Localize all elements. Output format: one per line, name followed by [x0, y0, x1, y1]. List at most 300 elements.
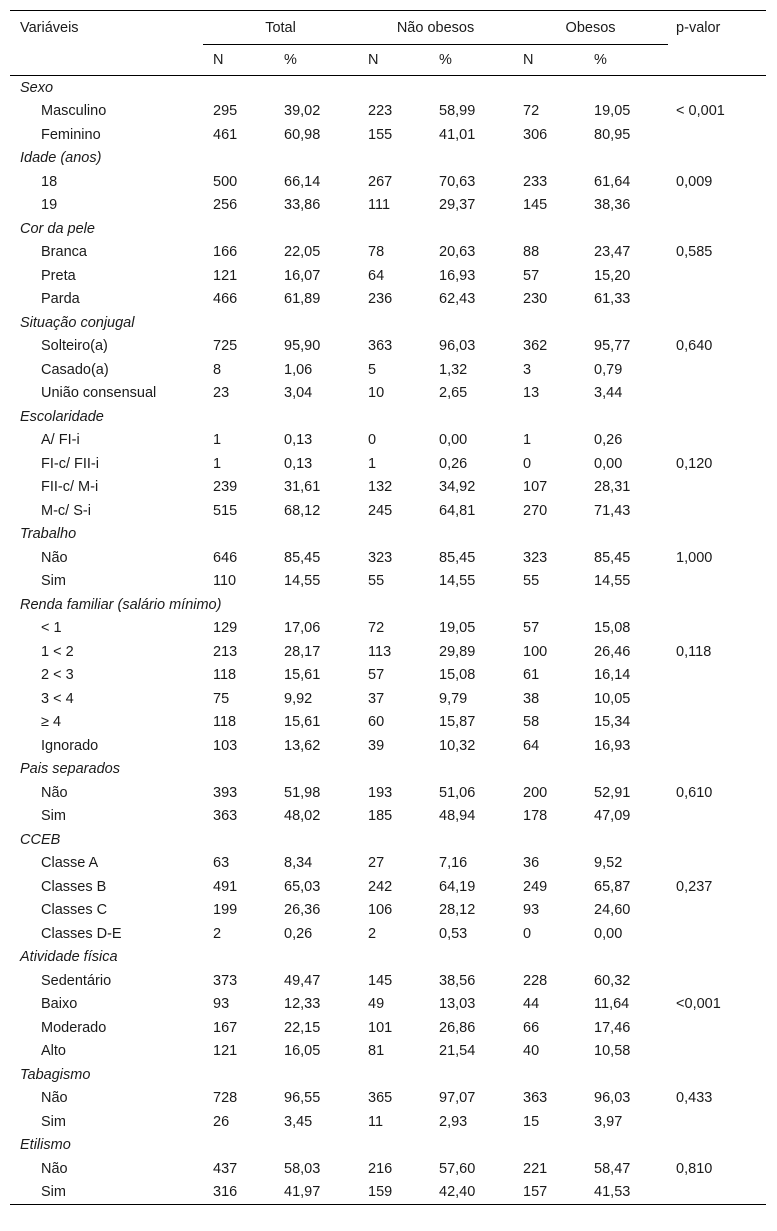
cell-percent: 10,05	[594, 690, 631, 707]
cell-pvalue: 0,810	[676, 1160, 713, 1177]
header-sub-n: N	[368, 52, 379, 68]
cell-n: 185	[368, 808, 393, 825]
cell-n: 37	[368, 690, 385, 707]
table-row	[10, 993, 766, 1017]
table-row	[10, 664, 766, 688]
table-row	[10, 687, 766, 711]
cell-n: 270	[523, 502, 548, 519]
cell-percent: 13,62	[284, 737, 321, 754]
cell-pvalue	[668, 358, 766, 382]
cell-percent: 3,44	[594, 385, 623, 402]
table-container	[10, 10, 766, 1205]
section-header-row	[10, 1134, 766, 1158]
cell-percent: 34,92	[439, 479, 476, 496]
cell-percent: 97,07	[439, 1090, 476, 1107]
cell-pvalue	[668, 1040, 766, 1064]
cell-n: 57	[368, 667, 385, 684]
cell-percent: 62,43	[439, 291, 476, 308]
cell-n: 132	[368, 479, 393, 496]
cell-percent: 41,53	[594, 1184, 631, 1201]
cell-percent: 68,12	[284, 502, 321, 519]
cell-percent: 0,79	[594, 361, 623, 378]
header-sub-n: N	[213, 52, 224, 68]
cell-n: 2	[213, 925, 222, 942]
cell-percent: 16,07	[284, 267, 321, 284]
cell-percent: 17,06	[284, 620, 321, 637]
cell-percent: 64,81	[439, 502, 476, 519]
cell-n: 216	[368, 1160, 393, 1177]
cell-n: 11	[368, 1113, 384, 1130]
cell-percent: 0,26	[439, 455, 468, 472]
cell-n: 373	[213, 972, 238, 989]
row-label: ≥ 4	[41, 714, 62, 731]
cell-n: 8	[213, 361, 222, 378]
row-label: Sim	[41, 573, 66, 590]
section-header-row	[10, 828, 766, 852]
cell-n: 81	[368, 1043, 385, 1060]
cell-n: 461	[213, 126, 238, 143]
cell-n: 118	[213, 714, 237, 731]
cell-percent: 65,03	[284, 878, 321, 895]
table-row	[10, 805, 766, 829]
cell-percent: 42,40	[439, 1184, 476, 1201]
row-label: M-c/ S-i	[41, 502, 91, 519]
table-row	[10, 546, 766, 570]
cell-n: 103	[213, 737, 238, 754]
table-row	[10, 499, 766, 523]
cell-n: 256	[213, 197, 238, 214]
cell-percent: 22,15	[284, 1019, 321, 1036]
table-row	[10, 1040, 766, 1064]
cell-percent: 2,93	[439, 1113, 468, 1130]
cell-percent: 28,31	[594, 479, 631, 496]
header-row-groups	[10, 11, 766, 46]
cell-n: 72	[368, 620, 385, 637]
cell-n: 363	[368, 338, 393, 355]
section-header-row	[10, 946, 766, 970]
row-label: Não	[41, 1160, 68, 1177]
cell-n: 491	[213, 878, 238, 895]
table-row	[10, 922, 766, 946]
table-row	[10, 1087, 766, 1111]
cell-pvalue	[668, 805, 766, 829]
cell-n: 101	[368, 1019, 393, 1036]
cell-n: 295	[213, 103, 238, 120]
cell-percent: 3,97	[594, 1113, 623, 1130]
cell-pvalue: <0,001	[676, 996, 721, 1013]
cell-pvalue	[668, 382, 766, 406]
cell-percent: 85,45	[284, 549, 321, 566]
cell-n: 178	[523, 808, 548, 825]
cell-n: 1	[368, 455, 377, 472]
cell-n: 57	[523, 267, 540, 284]
cell-n: 72	[523, 103, 540, 120]
cell-pvalue	[668, 899, 766, 923]
cell-n: 236	[368, 291, 393, 308]
row-label: Não	[41, 1090, 68, 1107]
cell-n: 363	[523, 1090, 548, 1107]
cell-percent: 70,63	[439, 173, 476, 190]
cell-n: 157	[523, 1184, 548, 1201]
cell-n: 23	[213, 385, 230, 402]
cell-n: 66	[523, 1019, 540, 1036]
cell-percent: 41,97	[284, 1184, 321, 1201]
cell-n: 106	[368, 902, 393, 919]
cell-percent: 29,89	[439, 643, 476, 660]
cell-n: 500	[213, 173, 238, 190]
cell-pvalue	[668, 264, 766, 288]
cell-percent: 14,55	[439, 573, 476, 590]
table-row	[10, 570, 766, 594]
cell-pvalue	[668, 664, 766, 688]
cell-n: 200	[523, 784, 548, 801]
cell-n: 93	[213, 996, 230, 1013]
table-row	[10, 476, 766, 500]
cell-n: 107	[523, 479, 548, 496]
cell-pvalue	[668, 711, 766, 735]
table-row	[10, 1110, 766, 1134]
cell-n: 61	[523, 667, 540, 684]
cell-n: 5	[368, 361, 377, 378]
row-label: Preta	[41, 267, 76, 284]
row-label: Não	[41, 549, 68, 566]
table-row	[10, 617, 766, 641]
header-sub-n: N	[523, 52, 534, 68]
row-label: Alto	[41, 1043, 66, 1060]
row-label: 18	[41, 173, 58, 190]
cell-n: 13	[523, 385, 540, 402]
row-label: < 1	[41, 620, 62, 637]
cell-n: 118	[213, 667, 237, 684]
section-header-row	[10, 593, 766, 617]
cell-percent: 58,03	[284, 1160, 321, 1177]
cell-percent: 61,89	[284, 291, 321, 308]
section-title: CCEB	[20, 831, 61, 848]
cell-n: 223	[368, 103, 393, 120]
header-group-obesos: Obesos	[513, 11, 668, 46]
cell-n: 145	[368, 972, 393, 989]
section-header-row	[10, 758, 766, 782]
section-header-row	[10, 217, 766, 241]
section-title: Situação conjugal	[20, 314, 135, 331]
cell-n: 49	[368, 996, 385, 1013]
data-table	[10, 10, 766, 1205]
cell-percent: 31,61	[284, 479, 321, 496]
cell-pvalue: 0,120	[676, 455, 713, 472]
row-label: 2 < 3	[41, 667, 74, 684]
cell-percent: 9,52	[594, 855, 623, 872]
cell-percent: 80,95	[594, 126, 631, 143]
cell-percent: 60,98	[284, 126, 321, 143]
section-title: Tabagismo	[20, 1066, 91, 1083]
cell-n: 515	[213, 502, 238, 519]
cell-percent: 3,45	[284, 1113, 313, 1130]
table-row	[10, 264, 766, 288]
cell-percent: 14,55	[594, 573, 631, 590]
row-label: Sedentário	[41, 972, 112, 989]
table-row	[10, 899, 766, 923]
cell-pvalue	[668, 499, 766, 523]
section-title: Cor da pele	[20, 220, 95, 237]
cell-n: 1	[213, 432, 222, 449]
row-label: Moderado	[41, 1019, 107, 1036]
cell-n: 3	[523, 361, 532, 378]
cell-pvalue	[668, 123, 766, 147]
cell-pvalue	[668, 1181, 766, 1205]
cell-n: 75	[213, 690, 230, 707]
cell-percent: 49,47	[284, 972, 321, 989]
cell-percent: 0,53	[439, 925, 468, 942]
table-row	[10, 1181, 766, 1205]
cell-n: 230	[523, 291, 548, 308]
cell-percent: 23,47	[594, 244, 631, 261]
section-header-row	[10, 147, 766, 171]
section-title: Renda familiar (salário mínimo)	[20, 596, 222, 613]
row-label: Feminino	[41, 126, 101, 143]
cell-pvalue	[668, 1110, 766, 1134]
cell-n: 60	[368, 714, 385, 731]
cell-n: 113	[368, 643, 392, 660]
cell-percent: 7,16	[439, 855, 468, 872]
cell-n: 393	[213, 784, 238, 801]
cell-percent: 29,37	[439, 197, 476, 214]
cell-percent: 20,63	[439, 244, 476, 261]
cell-n: 166	[213, 244, 238, 261]
cell-n: 728	[213, 1090, 238, 1107]
cell-percent: 96,03	[594, 1090, 631, 1107]
cell-percent: 15,08	[439, 667, 476, 684]
cell-n: 64	[368, 267, 385, 284]
row-label: União consensual	[41, 385, 157, 402]
row-label: Classes C	[41, 902, 108, 919]
cell-percent: 39,02	[284, 103, 321, 120]
section-title: Sexo	[20, 79, 54, 96]
cell-percent: 16,93	[594, 737, 631, 754]
cell-percent: 58,99	[439, 103, 476, 120]
header-group-nao-obesos: Não obesos	[358, 11, 513, 46]
header-sub-blank	[10, 45, 203, 76]
cell-percent: 17,46	[594, 1019, 631, 1036]
cell-percent: 15,20	[594, 267, 631, 284]
section-title: Escolaridade	[20, 408, 104, 425]
table-row	[10, 711, 766, 735]
row-label: Ignorado	[41, 737, 99, 754]
row-label: A/ FI-i	[41, 432, 80, 449]
cell-percent: 71,43	[594, 502, 631, 519]
cell-n: 155	[368, 126, 393, 143]
cell-n: 365	[368, 1090, 393, 1107]
row-label: Parda	[41, 291, 80, 308]
cell-n: 363	[213, 808, 238, 825]
row-label: 1 < 2	[41, 643, 74, 660]
cell-pvalue	[668, 288, 766, 312]
cell-percent: 61,64	[594, 173, 631, 190]
cell-percent: 33,86	[284, 197, 321, 214]
header-variables: Variáveis	[20, 20, 79, 36]
table-row	[10, 1157, 766, 1181]
header-pvalue: p-valor	[676, 20, 721, 36]
cell-percent: 85,45	[594, 549, 631, 566]
row-label: Branca	[41, 244, 87, 261]
section-title: Atividade física	[20, 949, 118, 966]
cell-pvalue	[668, 969, 766, 993]
cell-n: 1	[523, 432, 532, 449]
cell-percent: 41,01	[439, 126, 476, 143]
table-row	[10, 429, 766, 453]
table-row	[10, 781, 766, 805]
cell-percent: 95,77	[594, 338, 631, 355]
cell-percent: 9,92	[284, 690, 313, 707]
cell-n: 78	[368, 244, 385, 261]
cell-percent: 1,32	[439, 361, 468, 378]
cell-percent: 2,65	[439, 385, 468, 402]
cell-percent: 61,33	[594, 291, 631, 308]
cell-pvalue: 0,585	[676, 244, 713, 261]
cell-n: 0	[523, 925, 532, 942]
cell-n: 57	[523, 620, 540, 637]
cell-percent: 28,17	[284, 643, 321, 660]
table-row	[10, 852, 766, 876]
cell-n: 1	[213, 455, 222, 472]
cell-pvalue	[668, 617, 766, 641]
cell-n: 15	[523, 1113, 540, 1130]
cell-percent: 28,12	[439, 902, 476, 919]
cell-percent: 9,79	[439, 690, 468, 707]
cell-n: 145	[523, 197, 548, 214]
cell-percent: 96,03	[439, 338, 476, 355]
cell-percent: 64,19	[439, 878, 476, 895]
cell-percent: 15,87	[439, 714, 476, 731]
header-sub-pct: %	[284, 52, 297, 68]
row-label: Sim	[41, 1184, 66, 1201]
cell-n: 316	[213, 1184, 238, 1201]
section-header-row	[10, 1063, 766, 1087]
cell-n: 121	[213, 1043, 238, 1060]
cell-percent: 85,45	[439, 549, 476, 566]
cell-n: 242	[368, 878, 393, 895]
cell-pvalue: < 0,001	[676, 103, 725, 120]
cell-percent: 38,56	[439, 972, 476, 989]
cell-percent: 0,00	[594, 925, 623, 942]
cell-percent: 19,05	[594, 103, 631, 120]
cell-n: 245	[368, 502, 393, 519]
cell-pvalue	[668, 476, 766, 500]
cell-pvalue: 0,640	[676, 338, 713, 355]
cell-percent: 51,98	[284, 784, 321, 801]
cell-n: 466	[213, 291, 238, 308]
cell-n: 55	[368, 573, 385, 590]
cell-percent: 0,26	[594, 432, 623, 449]
cell-percent: 0,13	[284, 455, 313, 472]
cell-n: 167	[213, 1019, 238, 1036]
cell-n: 213	[213, 643, 238, 660]
section-header-row	[10, 311, 766, 335]
row-label: Solteiro(a)	[41, 338, 108, 355]
cell-pvalue	[668, 734, 766, 758]
cell-percent: 24,60	[594, 902, 631, 919]
table-row	[10, 288, 766, 312]
section-title: Trabalho	[20, 526, 77, 543]
cell-percent: 66,14	[284, 173, 321, 190]
cell-pvalue	[668, 852, 766, 876]
cell-percent: 1,06	[284, 361, 313, 378]
cell-pvalue: 0,237	[676, 878, 713, 895]
cell-percent: 15,08	[594, 620, 631, 637]
row-label: Classes D-E	[41, 925, 122, 942]
cell-n: 93	[523, 902, 540, 919]
cell-percent: 0,00	[594, 455, 623, 472]
cell-percent: 10,58	[594, 1043, 631, 1060]
table-row	[10, 875, 766, 899]
cell-n: 88	[523, 244, 540, 261]
section-title: Idade (anos)	[20, 150, 102, 167]
cell-n: 323	[523, 549, 548, 566]
cell-percent: 96,55	[284, 1090, 321, 1107]
cell-n: 26	[213, 1113, 230, 1130]
table-row	[10, 452, 766, 476]
row-label: 19	[41, 197, 58, 214]
cell-percent: 51,06	[439, 784, 476, 801]
row-label: Baixo	[41, 996, 78, 1013]
table-row	[10, 100, 766, 124]
cell-n: 221	[523, 1160, 548, 1177]
cell-n: 58	[523, 714, 540, 731]
cell-n: 725	[213, 338, 238, 355]
cell-percent: 52,91	[594, 784, 631, 801]
cell-percent: 13,03	[439, 996, 476, 1013]
cell-n: 55	[523, 573, 540, 590]
cell-percent: 95,90	[284, 338, 321, 355]
table-row	[10, 335, 766, 359]
cell-n: 267	[368, 173, 393, 190]
cell-n: 362	[523, 338, 548, 355]
table-row	[10, 241, 766, 265]
cell-percent: 10,32	[439, 737, 476, 754]
cell-percent: 47,09	[594, 808, 631, 825]
cell-n: 39	[368, 737, 385, 754]
cell-pvalue: 0,433	[676, 1090, 713, 1107]
cell-n: 437	[213, 1160, 238, 1177]
cell-n: 40	[523, 1043, 540, 1060]
table-row	[10, 358, 766, 382]
cell-percent: 15,34	[594, 714, 631, 731]
cell-n: 111	[368, 197, 391, 214]
table-row	[10, 170, 766, 194]
cell-percent: 26,46	[594, 643, 631, 660]
cell-n: 323	[368, 549, 393, 566]
header-sub-pct: %	[594, 52, 607, 68]
cell-percent: 0,26	[284, 925, 313, 942]
cell-n: 199	[213, 902, 238, 919]
cell-percent: 48,02	[284, 808, 321, 825]
cell-n: 27	[368, 855, 385, 872]
cell-percent: 8,34	[284, 855, 313, 872]
cell-n: 100	[523, 643, 548, 660]
cell-percent: 58,47	[594, 1160, 631, 1177]
cell-n: 64	[523, 737, 540, 754]
header-sub-blank	[668, 45, 766, 76]
row-label: Sim	[41, 808, 66, 825]
cell-n: 110	[213, 573, 237, 590]
cell-n: 2	[368, 925, 377, 942]
cell-n: 228	[523, 972, 548, 989]
table-row	[10, 123, 766, 147]
cell-n: 0	[368, 432, 377, 449]
cell-n: 38	[523, 690, 540, 707]
cell-percent: 48,94	[439, 808, 476, 825]
section-header-row	[10, 405, 766, 429]
cell-percent: 15,61	[284, 667, 321, 684]
